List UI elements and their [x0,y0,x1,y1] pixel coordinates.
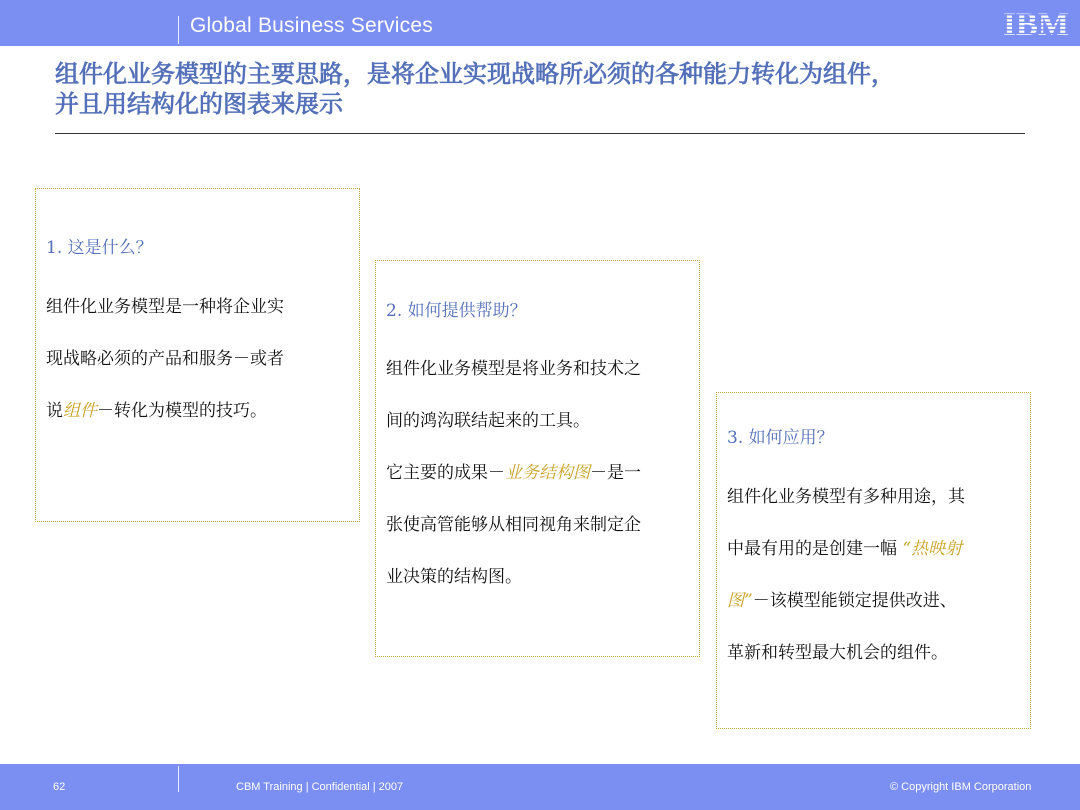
card-body-line [386,499,641,551]
headline-line-2: 并且用结构化的图表来展示 [55,90,343,118]
body-text: 组件化业务模型是一种将企业实 [46,297,284,317]
body-text: 现战略必须的产品和服务－或者 [46,349,284,369]
card-body-line [46,385,284,437]
header-bar [0,0,1080,46]
page-number: 62 [53,781,66,793]
body-text: 革新和转型最大机会的组件。 [727,643,948,663]
body-text: 中最有用的是创建一幅 [727,539,903,559]
footer-copyright: © Copyright IBM Corporation [890,781,1032,793]
body-text: 业决策的结构图。 [386,567,522,587]
card-body-line [386,447,641,499]
card-body-line [46,281,284,333]
card-how-to-apply [716,392,1031,729]
card-title: 1. 这是什么？ [46,238,153,258]
body-text: －转化为模型的技巧。 [97,401,267,421]
highlighted-term: 图” [727,591,753,611]
body-text: 组件化业务模型有多种用途，其 [727,487,965,507]
card-body-line [386,395,641,447]
card-body [386,343,641,603]
card-body-line [727,523,965,575]
card-how-it-helps [375,260,700,657]
card-body [727,471,965,679]
card-title: 2. 如何提供帮助？ [386,301,527,321]
highlighted-term: “热映射 [902,539,963,559]
card-body-line [727,575,965,627]
card-body-line [46,333,284,385]
ibm-logo [998,8,1074,38]
body-text: 组件化业务模型是将业务和技术之 [386,359,641,379]
page-headline [55,59,1035,119]
header-title: Global Business Services [190,14,433,37]
body-text: －该模型能锁定提供改进、 [752,591,957,611]
body-text: 说 [46,401,63,421]
card-what-is-it [35,188,360,522]
headline-rule [55,133,1025,134]
headline-line-1: 组件化业务模型的主要思路，是将企业实现战略所必须的各种能力转化为组件， [55,60,895,88]
card-body-line [727,471,965,523]
footer-center-text: CBM Training | Confidential | 2007 [236,781,404,793]
card-body [46,281,284,437]
header-divider [178,16,179,44]
card-title: 3. 如何应用？ [727,428,834,448]
highlighted-term: 业务结构图 [505,463,590,483]
body-text: －是一 [590,463,641,483]
body-text: 张使高管能够从相同视角来制定企 [386,515,641,535]
card-body-line [386,343,641,395]
card-body-line [727,627,965,679]
body-text: 间的鸿沟联结起来的工具。 [386,411,590,431]
body-text: 它主要的成果－ [386,463,505,483]
card-body-line [386,551,641,603]
highlighted-term: 组件 [63,401,97,421]
footer-divider [178,766,179,792]
